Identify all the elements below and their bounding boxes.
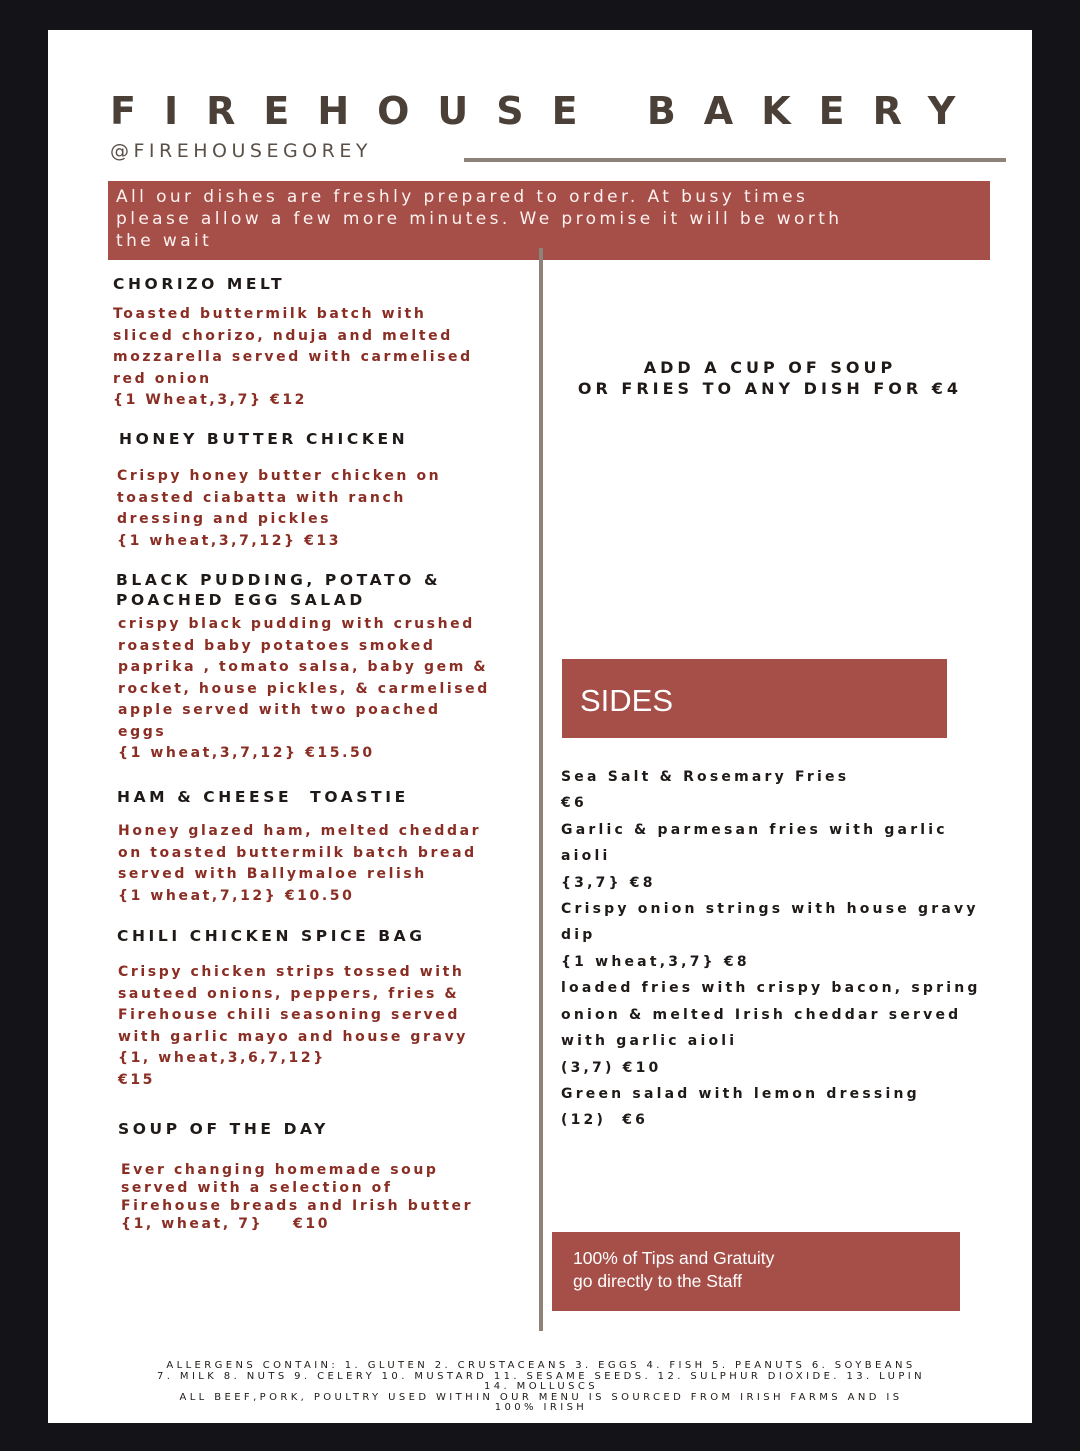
- description-line: Crispy chicken strips tossed with: [118, 964, 465, 980]
- description-line: sauteed onions, peppers, fries &: [118, 985, 460, 1002]
- social-handle: @FIREHOUSEGOREY: [110, 140, 372, 162]
- side-line: (12) €6: [561, 1112, 649, 1128]
- description-line: rocket, house pickles, & carmelised: [118, 680, 490, 697]
- footer-line: ALL BEEF,PORK, POULTRY USED WITHIN OUR MENU IS SOURCED FROM IRISH FARMS AND IS: [179, 1391, 903, 1403]
- side-line: Green salad with lemon dressing: [561, 1086, 920, 1102]
- header-divider: [464, 158, 1006, 162]
- menu-item-title: SOUP OF THE DAY: [118, 1120, 329, 1138]
- add-on-offer: [548, 357, 992, 399]
- description-line: apple served with two poached: [118, 702, 441, 718]
- description-line: Firehouse breads and Irish butter: [121, 1198, 474, 1214]
- footer-line: ALLERGENS CONTAIN: 1. GLUTEN 2. CRUSTACEANS 3. EGGS 4. FISH 5. PEANUTS 6. SOYBEANS: [166, 1360, 916, 1371]
- tips-notice: [552, 1232, 960, 1311]
- side-line: Crispy onion strings with house gravy: [561, 901, 979, 917]
- menu-item-description: [118, 821, 481, 907]
- menu-item-chili-chicken-spice-bag: [117, 926, 426, 946]
- description-line: Honey glazed ham, melted cheddar: [118, 823, 482, 839]
- menu-item-title: BLACK PUDDING, POTATO &: [116, 571, 442, 589]
- footer-line: 7. MILK 8. NUTS 9. CELERY 10. MUSTARD 11. SESAME SEEDS. 12. SULPHUR DIOXIDE. 13. LUPIN: [157, 1370, 925, 1382]
- menu-item-soup-of-the-day: [118, 1119, 329, 1139]
- menu-item-black-pudding-salad: [116, 570, 441, 610]
- side-line: {3,7} €8: [561, 875, 656, 891]
- menu-item-title: POACHED EGG SALAD: [116, 591, 366, 609]
- description-line: with garlic mayo and house gravy: [118, 1028, 469, 1045]
- menu-item-ham-cheese-toastie: [117, 787, 409, 807]
- allergen-footer: [118, 1361, 964, 1414]
- description-line: eggs: [118, 723, 167, 740]
- menu-item-description: [118, 614, 490, 765]
- description-line: roasted baby potatoes smoked: [118, 637, 436, 654]
- allergens-price: {1 wheat,3,7,12} €13: [117, 532, 342, 549]
- side-line: dip: [561, 927, 596, 943]
- description-line: on toasted buttermilk batch bread: [118, 844, 477, 861]
- menu-item-title: HAM & CHEESE TOASTIE: [117, 788, 409, 806]
- description-line: served with Ballymaloe relish: [118, 866, 427, 882]
- description-line: mozzarella served with carmelised: [113, 349, 473, 365]
- menu-item-title: CHORIZO MELT: [113, 275, 286, 293]
- notice-line: please allow a few more minutes. We promise it will be worth: [116, 209, 843, 229]
- menu-page: [48, 30, 1032, 1423]
- menu-item-honey-butter-chicken: [119, 429, 408, 449]
- side-line: onion & melted Irish cheddar served: [561, 1007, 962, 1023]
- menu-item-description: [117, 466, 441, 552]
- description-line: Crispy honey butter chicken on: [117, 468, 442, 484]
- description-line: toasted ciabatta with ranch: [117, 489, 406, 506]
- menu-item-description: [113, 304, 473, 412]
- menu-item-chorizo-melt: [113, 274, 285, 294]
- side-line: with garlic aioli: [561, 1033, 738, 1049]
- menu-item-title: HONEY BUTTER CHICKEN: [119, 430, 409, 448]
- restaurant-title: FIREHOUSE BAKERY: [110, 89, 984, 133]
- menu-item-description: [121, 1161, 473, 1233]
- side-line: {1 wheat,3,7} €8: [561, 954, 750, 970]
- description-line: dressing and pickles: [117, 511, 332, 527]
- description-line: sliced chorizo, nduja and melted: [113, 327, 453, 344]
- allergens-price: €15: [118, 1071, 156, 1088]
- allergens-price: {1 wheat,7,12} €10.50: [118, 887, 355, 904]
- side-line: (3,7) €10: [561, 1060, 662, 1076]
- description-line: red onion: [113, 370, 212, 387]
- side-line: loaded fries with crispy bacon, spring: [561, 980, 981, 996]
- footer-line: 14. MOLLUSCS: [483, 1381, 599, 1392]
- side-line: Sea Salt & Rosemary Fries: [561, 769, 850, 785]
- add-on-line: OR FRIES TO ANY DISH FOR €4: [577, 379, 963, 398]
- side-line: Garlic & parmesan fries with garlic: [561, 822, 948, 838]
- description-line: crispy black pudding with crushed: [118, 616, 475, 632]
- description-line: paprika , tomato salsa, baby gem &: [118, 659, 489, 675]
- menu-item-description: [118, 962, 468, 1091]
- description-line: served with a selection of: [121, 1180, 393, 1196]
- notice-banner: [108, 181, 990, 260]
- tips-line: 100% of Tips and Gratuity: [573, 1248, 775, 1268]
- notice-line: the wait: [116, 231, 213, 251]
- sides-heading: SIDES: [580, 683, 674, 718]
- side-line: aioli: [561, 848, 611, 864]
- tips-line: go directly to the Staff: [573, 1271, 742, 1291]
- description-line: Firehouse chili seasoning served: [118, 1007, 460, 1023]
- add-on-line: ADD A CUP OF SOUP: [643, 358, 897, 377]
- column-divider: [539, 248, 543, 1331]
- description-line: {1, wheat,3,6,7,12}: [118, 1050, 326, 1066]
- side-line: €6: [561, 795, 587, 811]
- allergens-price: {1, wheat, 7} €10: [121, 1216, 331, 1232]
- sides-heading-box: [562, 659, 947, 738]
- allergens-price: {1 wheat,3,7,12} €15.50: [118, 745, 375, 761]
- description-line: Ever changing homemade soup: [121, 1162, 439, 1178]
- description-line: Toasted buttermilk batch with: [113, 306, 427, 322]
- notice-line: All our dishes are freshly prepared to order. At busy times: [116, 187, 809, 207]
- footer-line: 100% IRISH: [494, 1402, 588, 1413]
- allergens-price: {1 Wheat,3,7} €12: [113, 392, 308, 408]
- menu-item-title: CHILI CHICKEN SPICE BAG: [117, 927, 426, 945]
